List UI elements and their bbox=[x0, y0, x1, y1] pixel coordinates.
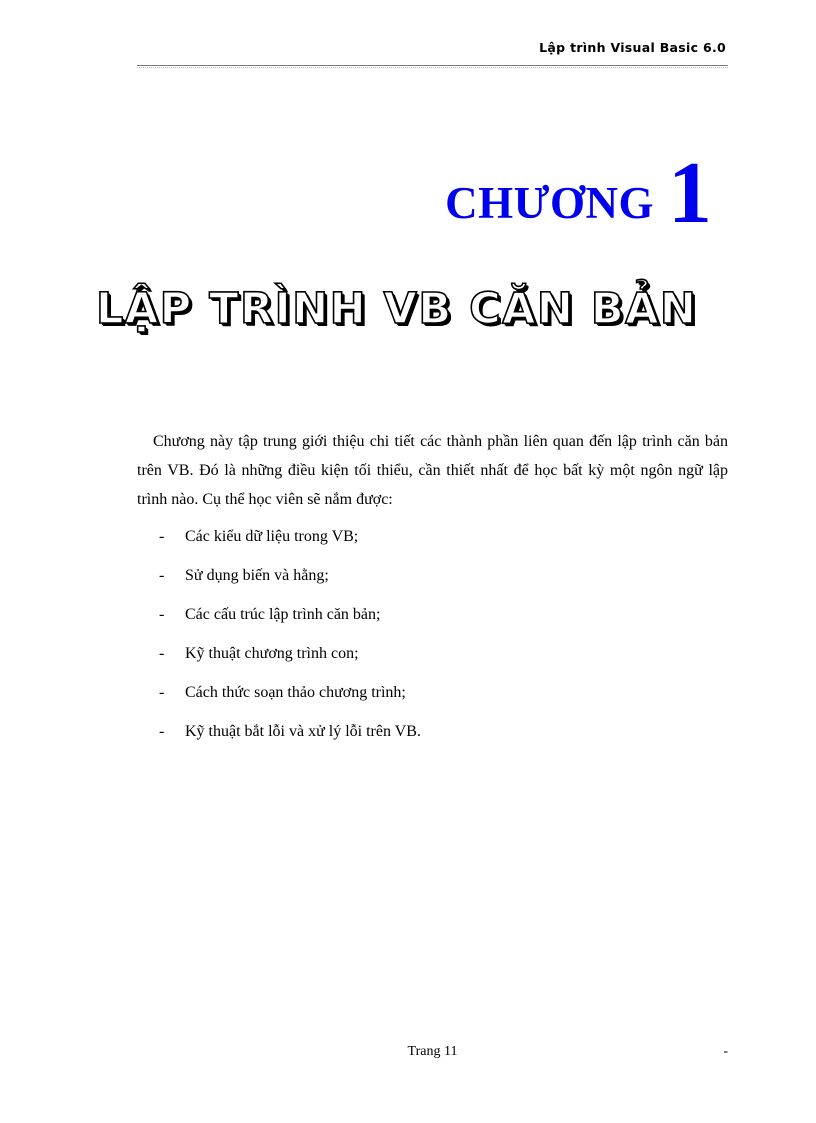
list-item-text: Kỹ thuật chương trình con; bbox=[185, 645, 359, 662]
bullet-dash: - bbox=[159, 645, 165, 662]
page-number: Trang 11 bbox=[407, 1044, 458, 1059]
list-item bbox=[159, 639, 719, 678]
list-item-text: Các cấu trúc lập trình căn bản; bbox=[185, 606, 381, 623]
bullet-dash: - bbox=[159, 606, 165, 623]
header-title: Lập trình Visual Basic 6.0 bbox=[539, 40, 726, 55]
list-item-text: Các kiểu dữ liệu trong VB; bbox=[185, 528, 359, 545]
list-item bbox=[159, 561, 719, 600]
list-item bbox=[159, 600, 719, 639]
page-footer bbox=[137, 1044, 728, 1068]
objectives-list bbox=[159, 522, 719, 756]
chapter-number: 1 bbox=[668, 145, 712, 242]
bullet-dash: - bbox=[159, 723, 165, 740]
list-item-text: Sử dụng biến và hằng; bbox=[185, 567, 329, 584]
bullet-dash: - bbox=[159, 567, 165, 584]
chapter-heading bbox=[445, 145, 712, 242]
list-item bbox=[159, 717, 719, 756]
list-item-text: Cách thức soạn thảo chương trình; bbox=[185, 684, 406, 701]
bullet-dash: - bbox=[159, 528, 165, 545]
header-rule bbox=[137, 65, 728, 68]
chapter-word: CHƯƠNG bbox=[445, 178, 654, 228]
list-item bbox=[159, 678, 719, 717]
list-item-text: Kỹ thuật bắt lỗi và xử lý lỗi trên VB. bbox=[185, 723, 421, 740]
page-header bbox=[137, 40, 728, 68]
intro-paragraph: Chương này tập trung giới thiệu chi tiết các thành phần liên quan đến lập trình căn bản trên VB. Đó là những điều kiện tối thiểu, cần thiết nhất để học bất kỳ một ngôn ngữ lập trình nào. Cụ thể học viên sẽ nắm được: bbox=[137, 433, 728, 508]
footer-dash: - bbox=[723, 1044, 728, 1059]
list-item bbox=[159, 522, 719, 561]
bullet-dash: - bbox=[159, 684, 165, 701]
chapter-title: LẬP TRÌNH VB CĂN BẢN bbox=[96, 284, 698, 334]
